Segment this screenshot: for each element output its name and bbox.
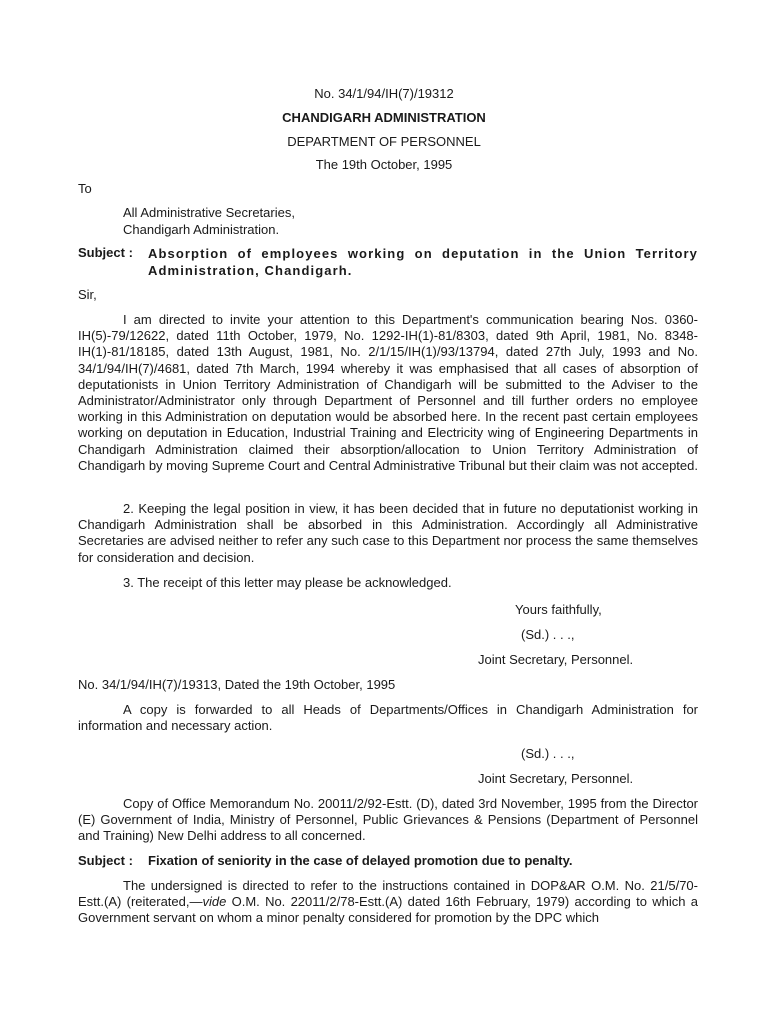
subject-2-text: Fixation of seniority in the case of delayed promotion due to penalty. [148,853,573,868]
letter-date: The 19th October, 1995 [315,157,453,172]
subject-label: Subject : [78,245,133,260]
letter-paragraph-1: I am directed to invite your attention to this Department's communication bearing Nos. 0360-IH(5)-79/12622, dated 11th October, 1979, No. 1292-IH(1)-81/8303, dated 9th April, 1981, No. 8348-IH(1)-81/18185, dated 13th August, 1981, No. 2/1/15/IH(1)/93/13794, dated 27th July, 1993 and No. 34/1/94/IH(7)/4681, dated 7th March, 1994 whereby it was emphasised that all cases of absorption of deputationists in Union Territory Administration of Chandigarh will be submitted to the Adviser to the Administrator/Administrator only through Department of Personnel and till further orders no employee working in this Administration on deputation would be absorbed here. In the recent past certain employees working on deputation in Education, Industrial Training and Electricity wing of Engineering Departments in Chandigarh Administration claimed their absorption/allocation to Union Territory Administration of Chandigarh by moving Supreme Court and Central Administrative Tribunal but their claim was not accepted. [78,312,698,473]
organisation-title: CHANDIGARH ADMINISTRATION [282,110,486,125]
recipient-line-1: All Administrative Secretaries, [123,205,295,220]
salutation: Sir, [78,287,97,302]
memo-body-part-2: O.M. No. 22011/2/78-Estt.(A) dated 16th February, 1979) according to which a Government servant on whom a minor penalty considered for promotion by the DPC which [78,894,699,926]
to-label: To [78,181,92,196]
subject-2-label: Subject : [78,853,133,868]
letter-paragraph-2: 2. Keeping the legal position in view, it has been decided that in future no deputationist working in Chandigarh Administration shall be absorbed in this Administration. Accordingly all Administrative Secretaries are advised neither to refer any such case to this Department nor process the same themselves for consideration and decision. [78,501,698,565]
endorsement-designation: Joint Secretary, Personnel. [478,771,634,786]
recipient-line-2: Chandigarh Administration. [123,222,280,237]
endorsement-reference: No. 34/1/94/IH(7)/19313, Dated the 19th October, 1995 [78,677,396,692]
department-title: DEPARTMENT OF PERSONNEL [287,134,481,149]
reference-number: No. 34/1/94/IH(7)/19312 [314,86,454,101]
memo-body-vide: vide [202,894,227,910]
letter-paragraph-3: 3. The receipt of this letter may please be acknowledged. [123,575,452,590]
signature: (Sd.) . . ., [521,627,575,642]
memo-body-part-1: The undersigned is directed to refer to the instructions contained in DOP&AR O.M. No. 21/5/70-Estt.(A) (reiterated,— [78,878,698,910]
endorsement-signature: (Sd.) . . ., [521,746,575,761]
memorandum-intro: Copy of Office Memorandum No. 20011/2/92-Estt. (D), dated 3rd November, 1995 from the Director (E) Government of India, Ministry of Personnel, Public Grievances & Pensions (Department of Personnel and Training) New Delhi address to all concerned. [78,796,698,844]
endorsement-text: A copy is forwarded to all Heads of Departments/Offices in Chandigarh Administration for information and necessary action. [78,702,698,734]
closing: Yours faithfully, [515,602,602,617]
subject-text: Absorption of employees working on deputation in the Union Territory Administration, Chandigarh. [148,246,698,278]
memo-body-paragraph [78,878,698,927]
signatory-designation: Joint Secretary, Personnel. [478,652,634,667]
